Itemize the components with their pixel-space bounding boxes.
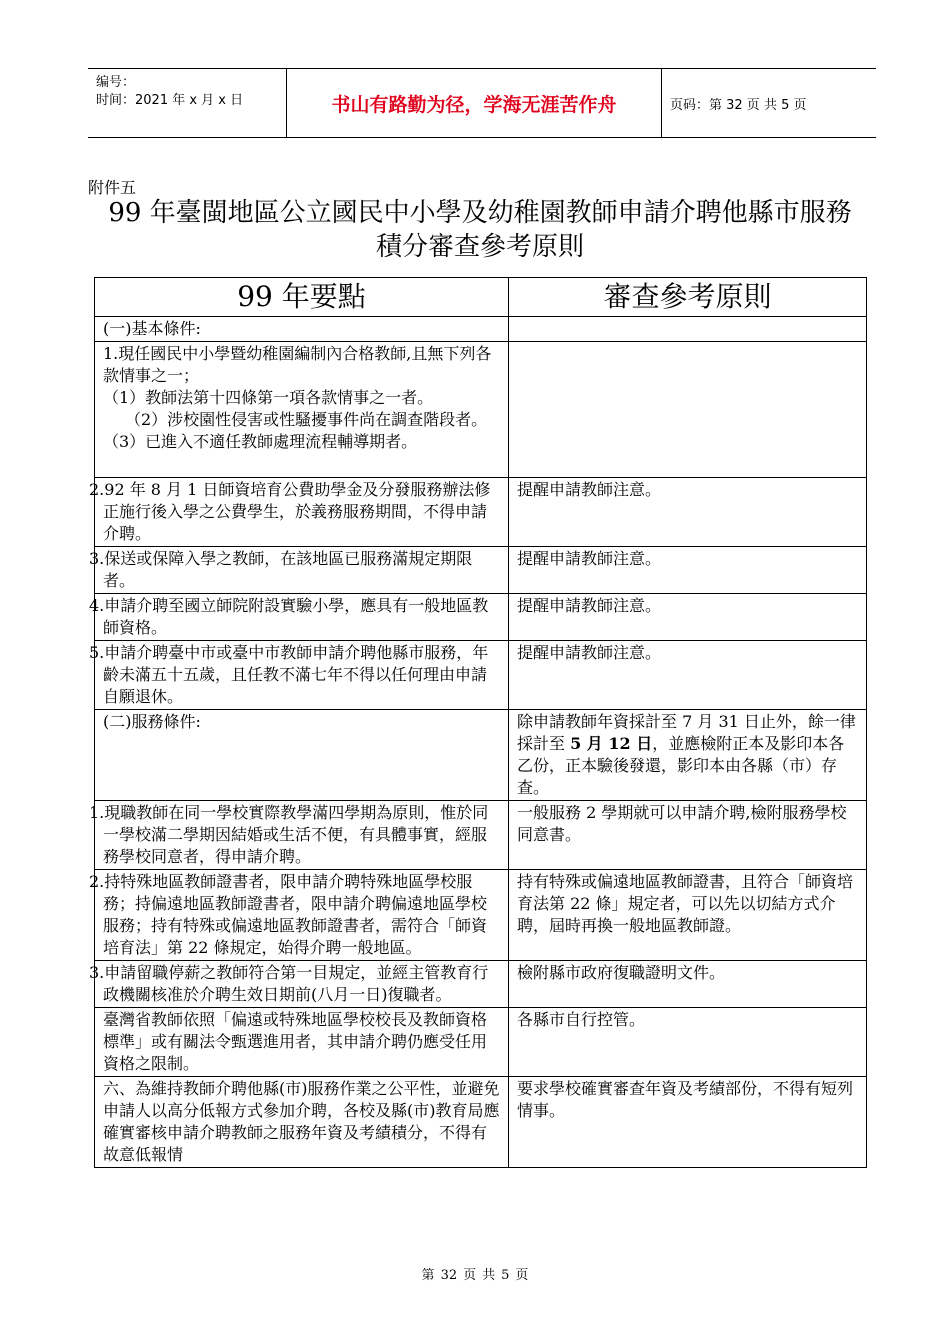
section-service-conditions: (二)服務條件: [95,710,509,801]
table-row [95,594,867,641]
title-line-2: 積分審查參考原則 [375,232,584,262]
basic-condition-2: 2.92 年 8 月 1 日師資培育公費助學金及分發服務辦法修正施行後入學之公費學生，於義務服務期間，不得申請介聘。 [95,478,509,547]
condition-1-text: 1.現任國民中小學暨幼稚園編制內合格教師,且無下列各款情事之一； [103,344,492,385]
table-row [95,342,867,478]
time-label: 时间：2021 年 x 月 x 日 [96,93,244,108]
principle-cell: 提醒申請教師注意。 [509,594,867,641]
principle-text: 除申請教師年資採計至 7 月 31 日止外，餘一律採計至 [517,712,856,753]
principle-cell: 檢附縣市政府復職證明文件。 [509,961,867,1008]
principle-cell: 一般服務 2 學期就可以申請介聘,檢附服務學校同意書。 [509,801,867,870]
table-row [95,1077,867,1168]
footer-page-number: 32 [440,1268,458,1283]
page-footer [0,1264,950,1283]
basic-condition-1 [95,342,509,478]
deadline-date: 5 月 12 日 [570,734,653,753]
service-condition-3: 3.申請留職停薪之教師符合第一目規定，並經主管教育行政機關核准於介聘生效日期前(八月一日)復職者。 [95,961,509,1008]
table-row [95,641,867,710]
principle-cell [509,710,867,801]
footer-text: 共 [482,1268,496,1283]
header-page-info: 页码：第 32 页 共 5 页 [670,97,807,113]
principle-cell: 持有特殊或偏遠地區教師證書，且符合「師資培育法第 22 條」規定者，可以先以切結方式介聘，屆時再換一般地區教師證。 [509,870,867,961]
principle-text: ，並應檢附正本及影印本各乙份，正本驗後發還，影印本由各縣（市）存查。 [517,734,845,797]
table-row [95,1008,867,1077]
table-row [95,710,867,801]
serial-label: 编号： [96,75,136,90]
review-table [89,277,867,1168]
table-row [95,961,867,1008]
section-basic-conditions: (一)基本條件: [95,317,509,342]
condition-1-item-3: （3）已進入不適任教師處理流程輔導期者。 [103,432,418,451]
empty-cell [509,342,867,478]
annex-label: 附件五 [88,178,137,197]
principle-cell: 要求學校確實審查年資及考績部份，不得有短列情事。 [509,1077,867,1168]
table-row [95,801,867,870]
table-row [95,317,867,342]
basic-condition-5: 5.申請介聘臺中市或臺中市教師申請介聘他縣市服務，年齡未滿五十五歲，且任教不滿七年不得以任何理由申請自願退休。 [95,641,509,710]
principle-cell: 提醒申請教師注意。 [509,478,867,547]
page-header [88,68,876,138]
basic-condition-4: 4.申請介聘至國立師院附設實驗小學，應具有一般地區教師資格。 [95,594,509,641]
fairness-rule: 六、為維持教師介聘他縣(市)服務作業之公平性，並避免申請人以高分低報方式參加介聘，各校及縣(市)教育局應確實審核申請介聘教師之服務年資及考績積分，不得有故意低報情 [95,1077,509,1168]
table-row [95,547,867,594]
principle-cell: 提醒申請教師注意。 [509,547,867,594]
col-header-points: 99 年要點 [95,278,509,317]
title-line-1: 99 年臺閩地區公立國民中小學及幼稚園教師申請介聘他縣市服務 [108,198,852,228]
header-meta [88,69,286,137]
principle-cell: 提醒申請教師注意。 [509,641,867,710]
col-header-principles: 審查參考原則 [509,278,867,317]
service-condition-2: 2.持特殊地區教師證書者，限申請介聘特殊地區學校服務；持偏遠地區教師證書者，限申請介聘偏遠地區學校服務；持有特殊或偏遠地區教師證書者，需符合「師資培育法」第 22 條規定，始得介聘一般地區。 [95,870,509,961]
header-motto: 书山有路勤为径，学海无涯苦作舟 [286,69,662,137]
empty-cell [509,317,867,342]
footer-text: 页 [515,1268,529,1283]
table-row [95,870,867,961]
service-condition-1: 1.現職教師在同一學校實際教學滿四學期為原則，惟於同一學校滿二學期因結婚或生活不便，有具體事實，經服務學校同意者，得申請介聘。 [95,801,509,870]
basic-condition-3: 3.保送或保障入學之教師，在該地區已服務滿規定期限者。 [95,547,509,594]
table-row [95,478,867,547]
document-title [80,196,880,264]
footer-text: 第 [421,1268,435,1283]
condition-1-item-2: （2）涉校園性侵害或性騷擾事件尚在調查階段者。 [125,410,488,429]
footer-text: 页 [463,1268,477,1283]
condition-1-item-1: （1）教師法第十四條第一項各款情事之一者。 [103,388,434,407]
table-header-row [95,278,867,317]
principle-cell: 各縣市自行控管。 [509,1008,867,1077]
taiwan-teacher-rule: 臺灣省教師依照「偏遠或特殊地區學校校長及教師資格標準」或有關法令甄選進用者，其申請介聘仍應受任用資格之限制。 [95,1008,509,1077]
footer-total-pages: 5 [501,1268,510,1283]
